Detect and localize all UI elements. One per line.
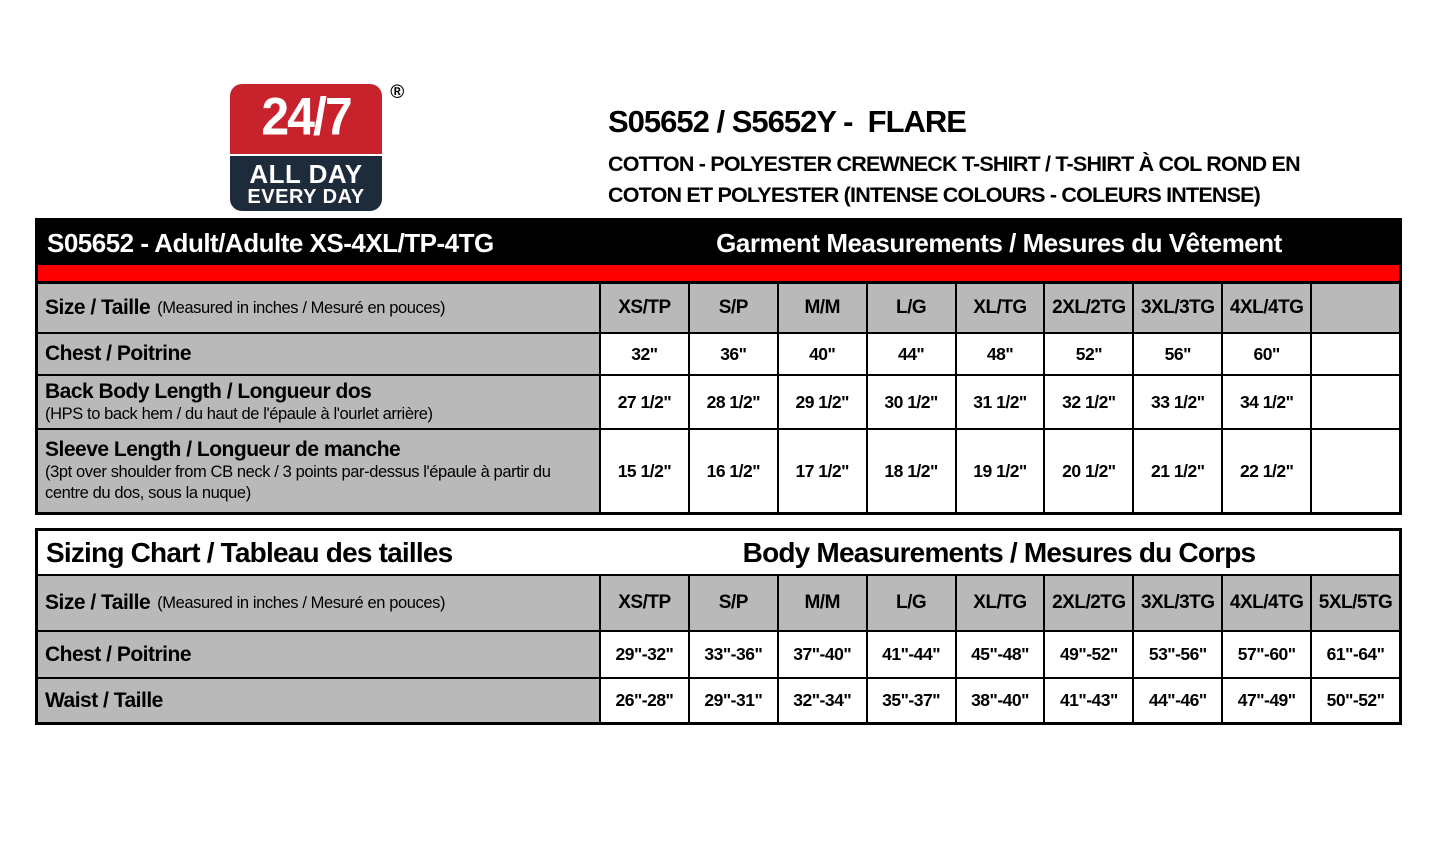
row-label-cell <box>38 334 599 374</box>
size-cell: S/P <box>688 284 777 332</box>
value-cell: 48" <box>955 334 1044 374</box>
size-cell: XL/TG <box>955 576 1044 630</box>
value-cell: 57"-60" <box>1221 632 1310 677</box>
product-subtitle-line2: COTON ET POLYESTER (INTENSE COLOURS - COLEURS INTENSE) <box>608 183 1261 207</box>
value-cell-empty <box>1310 430 1399 512</box>
garment-back-length-row <box>38 374 1399 428</box>
body-table-header-bar <box>38 531 1399 576</box>
body-size-label-cell <box>38 576 599 630</box>
value-cell: 29"-32" <box>599 632 688 677</box>
size-label: Size / Taille <box>45 591 151 614</box>
value-cell: 22 1/2" <box>1221 430 1310 512</box>
brand-logo <box>230 82 404 211</box>
value-cell: 45"-48" <box>955 632 1044 677</box>
row-label: Chest / Poitrine <box>45 342 192 365</box>
value-cell: 49"-52" <box>1043 632 1132 677</box>
value-cell: 61"-64" <box>1310 632 1399 677</box>
size-cell: S/P <box>688 576 777 630</box>
value-cell: 17 1/2" <box>777 430 866 512</box>
row-note: (HPS to back hem / du haut de l'épaule à l'ourlet arrière) <box>45 404 433 423</box>
body-chest-row <box>38 630 1399 677</box>
size-cell: 4XL/4TG <box>1221 576 1310 630</box>
row-label: Back Body Length / Longueur dos <box>45 379 372 403</box>
row-label-stack <box>45 380 595 425</box>
value-cell: 33 1/2" <box>1132 376 1221 428</box>
size-cell: 5XL/5TG <box>1310 576 1399 630</box>
size-cell: XL/TG <box>955 284 1044 332</box>
value-cell: 41"-43" <box>1043 679 1132 722</box>
value-cell: 52" <box>1043 334 1132 374</box>
value-cell: 26"-28" <box>599 679 688 722</box>
garment-measurements-table <box>35 218 1402 515</box>
logo-every-day-text: EVERY DAY <box>247 185 365 208</box>
value-cell: 29"-31" <box>688 679 777 722</box>
logo-24-7-text: 24/7 <box>261 87 351 147</box>
body-size-header-row <box>38 576 1399 630</box>
value-cell: 32"-34" <box>777 679 866 722</box>
body-table-title-right: Body Measurements / Mesures du Corps <box>742 536 1256 568</box>
size-cell: 3XL/3TG <box>1132 576 1221 630</box>
registered-trademark-icon: ® <box>390 82 404 103</box>
value-cell: 28 1/2" <box>688 376 777 428</box>
value-cell: 33"-36" <box>688 632 777 677</box>
row-label: Chest / Poitrine <box>45 642 192 666</box>
product-header <box>608 104 1398 211</box>
body-waist-row <box>38 677 1399 722</box>
value-cell-empty <box>1310 334 1399 374</box>
size-cell: 2XL/2TG <box>1043 576 1132 630</box>
row-label: Sleeve Length / Longueur de manche <box>45 438 401 461</box>
value-cell-empty <box>1310 376 1399 428</box>
value-cell: 21 1/2" <box>1132 430 1221 512</box>
value-cell: 30 1/2" <box>866 376 955 428</box>
value-cell: 16 1/2" <box>688 430 777 512</box>
value-cell: 19 1/2" <box>955 430 1044 512</box>
size-cell: XS/TP <box>599 576 688 630</box>
size-note: (Measured in inches / Mesuré en pouces) <box>157 593 446 612</box>
garment-table-title-right: Garment Measurements / Mesures du Vêtement <box>716 227 1282 258</box>
value-cell: 40" <box>777 334 866 374</box>
garment-sleeve-length-row <box>38 428 1399 512</box>
value-cell: 56" <box>1132 334 1221 374</box>
value-cell: 38"-40" <box>955 679 1044 722</box>
row-label: Waist / Taille <box>45 688 163 712</box>
garment-size-header-row <box>38 284 1399 332</box>
value-cell: 37"-40" <box>777 632 866 677</box>
value-cell: 18 1/2" <box>866 430 955 512</box>
size-cell: 3XL/3TG <box>1132 284 1221 332</box>
logo-all-day-box <box>230 156 382 211</box>
logo-all-day-text: ALL DAY <box>249 158 363 189</box>
row-label-cell <box>38 430 599 512</box>
value-cell: 47"-49" <box>1221 679 1310 722</box>
value-cell: 41"-44" <box>866 632 955 677</box>
value-cell: 29 1/2" <box>777 376 866 428</box>
product-subtitle-line1: COTTON - POLYESTER CREWNECK T-SHIRT / T-SHIRT À COL ROND EN <box>608 152 1300 176</box>
size-label: Size / Taille <box>45 296 151 319</box>
value-cell: 44"-46" <box>1132 679 1221 722</box>
size-cell: M/M <box>777 284 866 332</box>
size-cell: XS/TP <box>599 284 688 332</box>
value-cell: 36" <box>688 334 777 374</box>
row-label-cell <box>38 376 599 428</box>
body-measurements-table <box>35 528 1402 725</box>
size-cell-empty <box>1310 284 1399 332</box>
product-title: S05652 / S5652Y - FLARE <box>608 104 966 139</box>
row-note: (3pt over shoulder from CB neck / 3 points par-dessus l'épaule à partir du centre du dos, sous la nuque) <box>45 463 551 502</box>
garment-table-header-bar <box>38 221 1399 265</box>
value-cell: 31 1/2" <box>955 376 1044 428</box>
value-cell: 15 1/2" <box>599 430 688 512</box>
garment-table-title-left: S05652 - Adult/Adulte XS-4XL/TP-4TG <box>47 227 494 258</box>
value-cell: 53"-56" <box>1132 632 1221 677</box>
row-label-stack <box>45 438 595 504</box>
size-cell: 2XL/2TG <box>1043 284 1132 332</box>
red-divider-bar <box>38 265 1399 284</box>
value-cell: 32 1/2" <box>1043 376 1132 428</box>
value-cell: 44" <box>866 334 955 374</box>
row-label-cell <box>38 679 599 722</box>
row-label-cell <box>38 632 599 677</box>
logo-24-7-box <box>230 84 382 154</box>
value-cell: 32" <box>599 334 688 374</box>
size-cell: L/G <box>866 284 955 332</box>
size-cell: M/M <box>777 576 866 630</box>
value-cell: 60" <box>1221 334 1310 374</box>
body-table-title-left: Sizing Chart / Tableau des tailles <box>46 536 453 568</box>
value-cell: 35"-37" <box>866 679 955 722</box>
value-cell: 34 1/2" <box>1221 376 1310 428</box>
value-cell: 50"-52" <box>1310 679 1399 722</box>
size-note: (Measured in inches / Mesuré en pouces) <box>157 298 446 317</box>
garment-chest-row <box>38 332 1399 374</box>
value-cell: 20 1/2" <box>1043 430 1132 512</box>
size-cell: L/G <box>866 576 955 630</box>
value-cell: 27 1/2" <box>599 376 688 428</box>
garment-size-label-cell <box>38 284 599 332</box>
size-cell: 4XL/4TG <box>1221 284 1310 332</box>
